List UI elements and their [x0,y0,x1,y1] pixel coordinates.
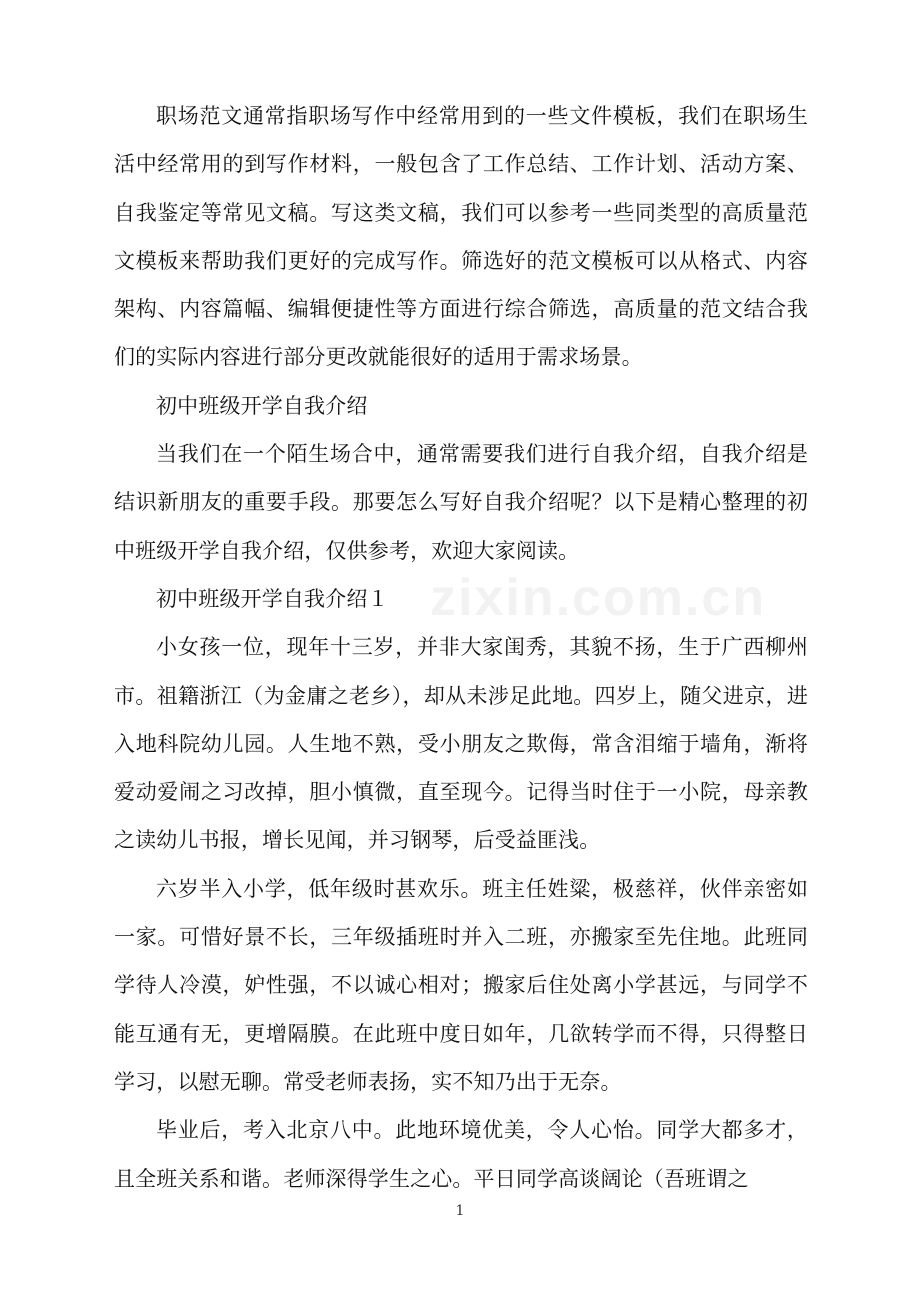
section-heading-1: 初中班级开学自我介绍１ [156,586,389,611]
paragraph-childhood: 小女孩一位，现年十三岁，并非大家闺秀，其貌不扬，生于广西柳州市。祖籍浙江（为金庸之老乡），却从未涉足此地。四岁上，随父进京，进入地科院幼儿园。人生地不熟，受小朋友之欺侮，常含泪缩于墙角，渐将爱动爱闹之习改掉，胆小慎微，直至现今。记得当时住于一小院，母亲教之读幼儿书报，增长见闻，并习钢琴，后受益匪浅。 [114,635,808,853]
paragraph-preface: 当我们在一个陌生场合中，通常需要我们进行自我介绍，自我介绍是结识新朋友的重要手段。那要怎么写好自我介绍呢？以下是精心整理的初中班级开学自我介绍，仅供参考，欢迎大家阅读。 [114,442,808,563]
watermark: zixin.com.cn [430,569,767,627]
paragraph-intro: 职场范文通常指职场写作中经常用到的一些文件模板，我们在职场生活中经常用的到写作材料，一般包含了工作总结、工作计划、活动方案、自我鉴定等常见文稿。写这类文稿，我们可以参考一些同类型的高质量范文模板来帮助我们更好的完成写作。筛选好的范文模板可以从格式、内容架构、内容篇幅、编辑便捷性等方面进行综合筛选，高质量的范文结合我们的实际内容进行部分更改就能很好的适用于需求场景。 [114,104,808,370]
paragraph-primary-school: 六岁半入小学，低年级时甚欢乐。班主任姓粱，极慈祥，伙伴亲密如一家。可惜好景不长，三年级插班时并入二班，亦搬家至先住地。此班同学待人冷漠，妒性强，不以诚心相对；搬家后住处离小学甚远，与同学不能互通有无，更增隔膜。在此班中度日如年，几欲转学而不得，只得整日学习，以慰无聊。常受老师表扬，实不知乃出于无奈。 [114,876,808,1094]
document-body [114,92,808,1203]
paragraph-middle-school: 毕业后，考入北京八中。此地环境优美，令人心怡。同学大都多才，且全班关系和谐。老师深得学生之心。平日同学高谈阔论（吾班谓之 [114,1118,808,1191]
page-number: 1 [455,1203,465,1219]
article-title: 初中班级开学自我介绍 [156,393,368,418]
